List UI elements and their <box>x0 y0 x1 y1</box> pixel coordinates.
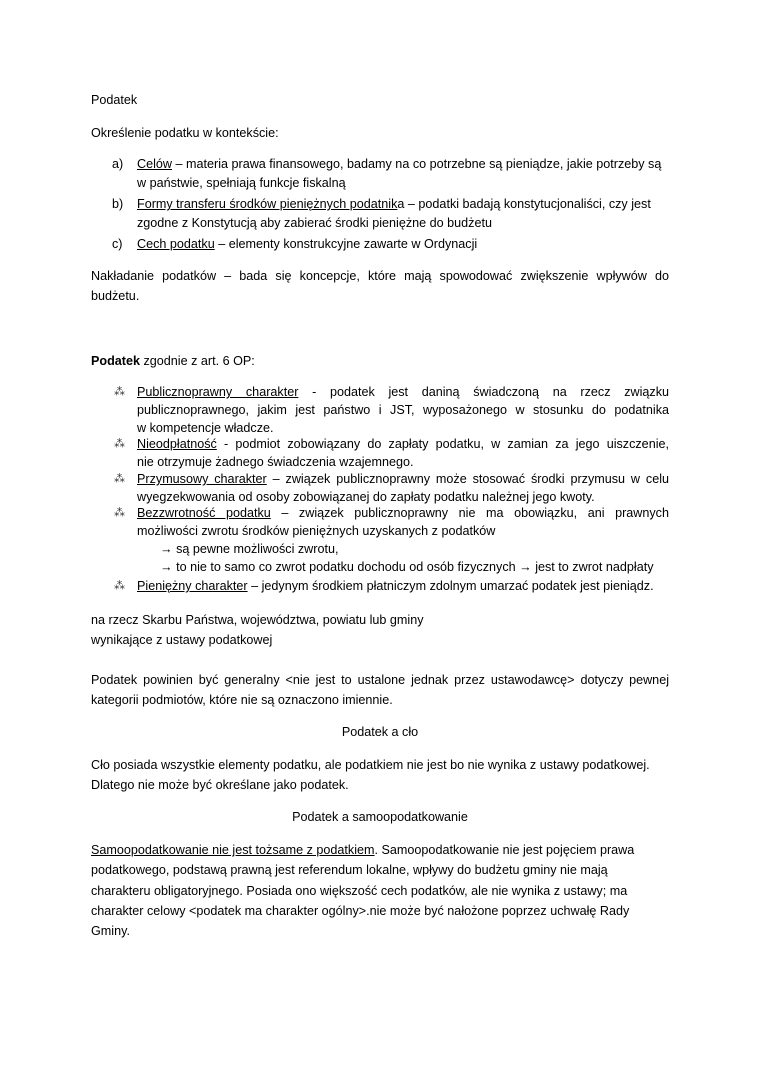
list-item-b-line2: zgodne z Konstytucją aby zabierać środki pieniężne do budżetu <box>137 216 492 230</box>
rzecz-text: na rzecz Skarbu Państwa, województwa, powiatu lub gminy <box>91 613 424 627</box>
clo-line2: Dlatego nie może być określane jako podatek. <box>91 778 349 792</box>
clo-line1: Cło posiada wszystkie elementy podatku, ale podatkiem nie jest bo nie wynika z ustawy podatkowej. <box>91 758 650 772</box>
feature-1-term: Publicznoprawny charakter <box>137 385 299 399</box>
feature-3-term: Przymusowy charakter <box>137 472 267 486</box>
samo-line2: podatkowego, podstawą prawną jest referendum lokalne, wpływy do budżetu gminy nie mają <box>91 863 608 877</box>
clo-heading: Podatek a cło <box>341 725 419 739</box>
term-celow: Celów <box>137 157 172 171</box>
feature-4-line2: możliwości zwrotu środków pieniężnych uzyskanych z podatków <box>137 524 496 538</box>
definition-heading-bold: Podatek <box>91 354 140 368</box>
list-item-a-line2: w państwie, spełniają funkcje fiskalną <box>137 176 346 190</box>
definition-heading-rest: zgodnie z art. 6 OP: <box>140 354 255 368</box>
nakladanie-line2: budżetu. <box>91 289 140 303</box>
generalny-line1: Podatek powinien być generalny <nie jest to ustalone jednak przez ustawodawcę> dotyczy pewnej <box>91 673 669 687</box>
feature-4-sub1: → są pewne możliwości zwrotu, <box>160 542 339 556</box>
bullet-icon: ⁂ <box>114 386 125 398</box>
list-item-a-line1 <box>137 156 661 173</box>
feature-1-line2: publicznoprawnego, jakim jest państwo i JST, wyposażonego w stosunku do podatnika <box>137 403 669 417</box>
list-item-c-rest: – elementy konstrukcyjne zawarte w Ordynacji <box>214 237 478 251</box>
term-cech: Cech podatku <box>137 237 215 251</box>
samo-line5: Gminy. <box>91 924 130 938</box>
feature-3-line1 <box>137 471 669 488</box>
feature-2-line2: nie otrzymuje żadnego świadczenia wzajemnego. <box>137 455 414 469</box>
feature-4-rest: – związek publicznoprawny nie ma obowiązku, ani prawnych <box>270 506 669 520</box>
list-marker-b: b) <box>112 197 124 211</box>
feature-1-rest: - podatek jest daniną świadczoną na rzecz związku <box>298 385 669 399</box>
samo-line1-rest: . Samoopodatkowanie nie jest pojęciem prawa <box>374 843 635 857</box>
bullet-icon: ⁂ <box>114 473 125 485</box>
feature-5-term: Pieniężny charakter <box>137 579 248 593</box>
generalny-line2: kategorii podmiotów, które nie są oznaczono imiennie. <box>91 693 393 707</box>
feature-1-line1 <box>137 384 669 401</box>
nakladanie-line1: Nakładanie podatków – bada się koncepcje, które mają spowodować zwiększenie wpływów do <box>91 269 669 283</box>
samo-line4: charakter celowy <podatek ma charakter ogólny>.nie może być nałożone poprzez uchwałę Rady <box>91 904 630 918</box>
list-marker-a: a) <box>112 157 124 171</box>
feature-3-rest: – związek publicznoprawny może stosować środki przymusu w celu <box>266 472 670 486</box>
definition-heading <box>91 353 255 370</box>
feature-1-line3: w kompetencje władcze. <box>137 421 274 435</box>
term-formy-tail: a <box>397 197 405 211</box>
samo-line1 <box>91 842 634 859</box>
feature-2-rest: - podmiot zobowiązany do zapłaty podatku, w zamian za jego uiszczenie, <box>216 437 669 451</box>
bullet-icon: ⁂ <box>114 507 125 519</box>
samo-heading: Podatek a samoopodatkowanie <box>292 810 468 824</box>
wynikajace-text: wynikające z ustawy podatkowej <box>91 633 273 647</box>
feature-3-line2: wyegzekwowania od osoby zobowiązanej do zapłaty podatku należnej jego kwoty. <box>137 490 595 504</box>
feature-5-rest: – jedynym środkiem płatniczym zdolnym umarzać podatek jest pieniądz. <box>247 579 654 593</box>
document-title: Podatek <box>91 93 138 107</box>
term-formy: Formy transferu środków pieniężnych podatnik <box>137 197 398 211</box>
bullet-icon: ⁂ <box>114 580 125 592</box>
samo-underlined: Samoopodatkowanie nie jest tożsame z podatkiem <box>91 843 375 857</box>
samo-line3: charakteru obligatoryjnego. Posiada ono większość cech podatków, ale nie wynika z ustawy; ma <box>91 884 628 898</box>
bullet-icon: ⁂ <box>114 438 125 450</box>
feature-4-term: Bezzwrotność podatku <box>137 506 271 520</box>
list-item-b-rest: – podatki badają konstytucjonaliści, czy jest <box>404 197 651 211</box>
feature-4-sub2: → to nie to samo co zwrot podatku dochodu od osób fizycznych → jest to zwrot nadpłaty <box>160 560 654 574</box>
list-marker-c: c) <box>112 237 123 251</box>
list-item-c-line1 <box>137 236 477 253</box>
feature-4-line1 <box>137 505 669 522</box>
feature-2-line1 <box>137 436 669 453</box>
feature-5-line1 <box>137 578 654 595</box>
list-item-b-line1 <box>137 196 651 213</box>
feature-2-term: Nieodpłatność <box>137 437 217 451</box>
intro-text: Określenie podatku w kontekście: <box>91 126 279 140</box>
list-item-a-rest: – materia prawa finansowego, badamy na co potrzebne są pieniądze, jakie potrzeby są <box>172 157 662 171</box>
